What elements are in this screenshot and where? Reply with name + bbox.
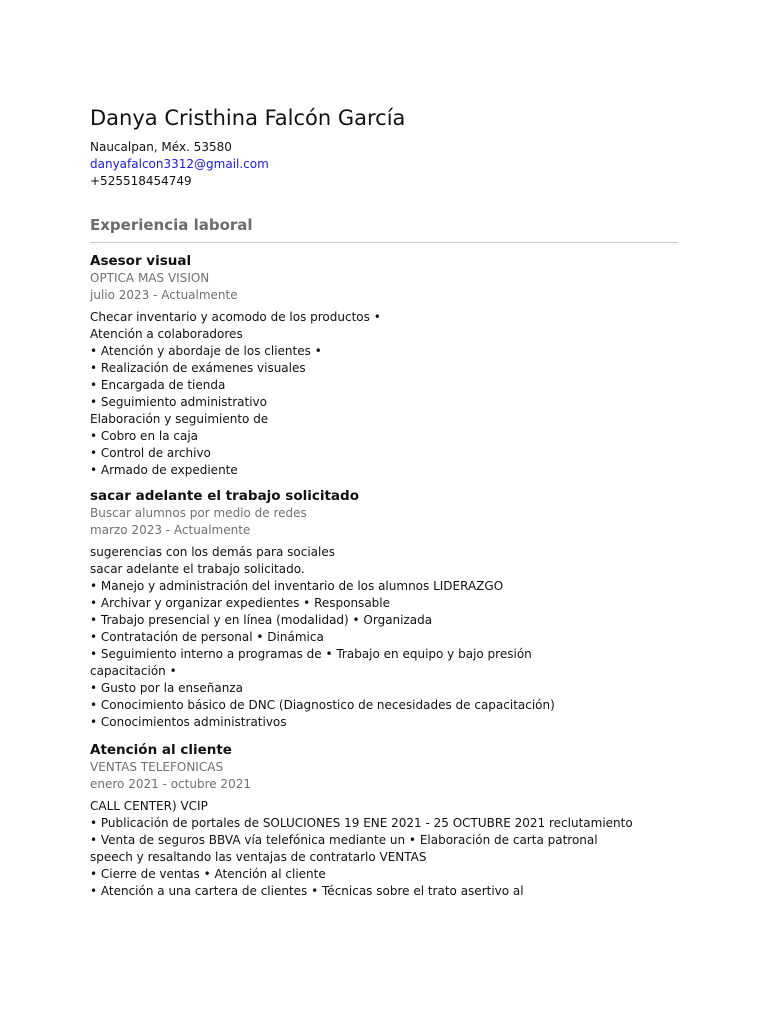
job-title: Asesor visual [90,253,192,269]
job-organization: VENTAS TELEFONICAS [90,760,224,774]
email-link[interactable]: danyafalcon3312@gmail.com [90,157,269,171]
description-line: • Gusto por la enseñanza [90,681,243,695]
description-line: • Publicación de portales de SOLUCIONES 19 ENE 2021 - 25 OCTUBRE 2021 reclutamiento [90,816,633,830]
description-line: • Cierre de ventas • Atención al cliente [90,867,326,881]
job-dates: marzo 2023 - Actualmente [90,523,251,537]
description-line: • Manejo y administración del inventario de los alumnos LIDERAZGO [90,579,504,593]
job-description [90,309,381,479]
description-line: Checar inventario y acomodo de los productos • [90,310,381,324]
section-title-experience: Experiencia laboral [90,216,253,234]
description-line: • Control de archivo [90,446,211,460]
job-entry [90,253,381,479]
job-title: Atención al cliente [90,742,232,758]
job-organization: Buscar alumnos por medio de redes [90,506,307,520]
description-line: • Armado de expediente [90,463,238,477]
description-line: • Realización de exámenes visuales [90,361,306,375]
job-organization: OPTICA MAS VISION [90,271,210,285]
description-line: • Venta de seguros BBVA vía telefónica mediante un • Elaboración de carta patronal [90,833,598,847]
description-line: • Archivar y organizar expedientes • Responsable [90,596,390,610]
job-entry [90,742,633,900]
description-line: Atención a colaboradores [90,327,243,341]
address: Naucalpan, Méx. 53580 [90,140,232,154]
description-line: speech y resaltando las ventajas de contratarlo VENTAS [90,850,427,864]
job-description [90,544,555,731]
description-line: sugerencias con los demás para sociales [90,545,335,559]
contact-block [90,139,269,190]
description-line: • Seguimiento administrativo [90,395,267,409]
phone: +525518454749 [90,174,192,188]
description-line: • Conocimiento básico de DNC (Diagnostico de necesidades de capacitación) [90,698,555,712]
description-line: • Cobro en la caja [90,429,198,443]
job-description [90,798,633,900]
section-divider [90,242,678,243]
description-line: CALL CENTER) VCIP [90,799,208,813]
description-line: • Atención y abordaje de los clientes • [90,344,322,358]
description-line: • Seguimiento interno a programas de • Trabajo en equipo y bajo presión [90,647,532,661]
candidate-name: Danya Cristhina Falcón García [90,106,406,130]
description-line: • Contratación de personal • Dinámica [90,630,324,644]
description-line: sacar adelante el trabajo solicitado. [90,562,305,576]
description-line: • Trabajo presencial y en línea (modalidad) • Organizada [90,613,433,627]
job-title: sacar adelante el trabajo solicitado [90,488,359,504]
description-line: • Conocimientos administrativos [90,715,287,729]
job-dates: julio 2023 - Actualmente [90,288,238,302]
description-line: • Encargada de tienda [90,378,226,392]
job-entry [90,488,555,731]
description-line: capacitación • [90,664,177,678]
description-line: Elaboración y seguimiento de [90,412,269,426]
description-line: • Atención a una cartera de clientes • Técnicas sobre el trato asertivo al [90,884,524,898]
job-dates: enero 2021 - octubre 2021 [90,777,251,791]
